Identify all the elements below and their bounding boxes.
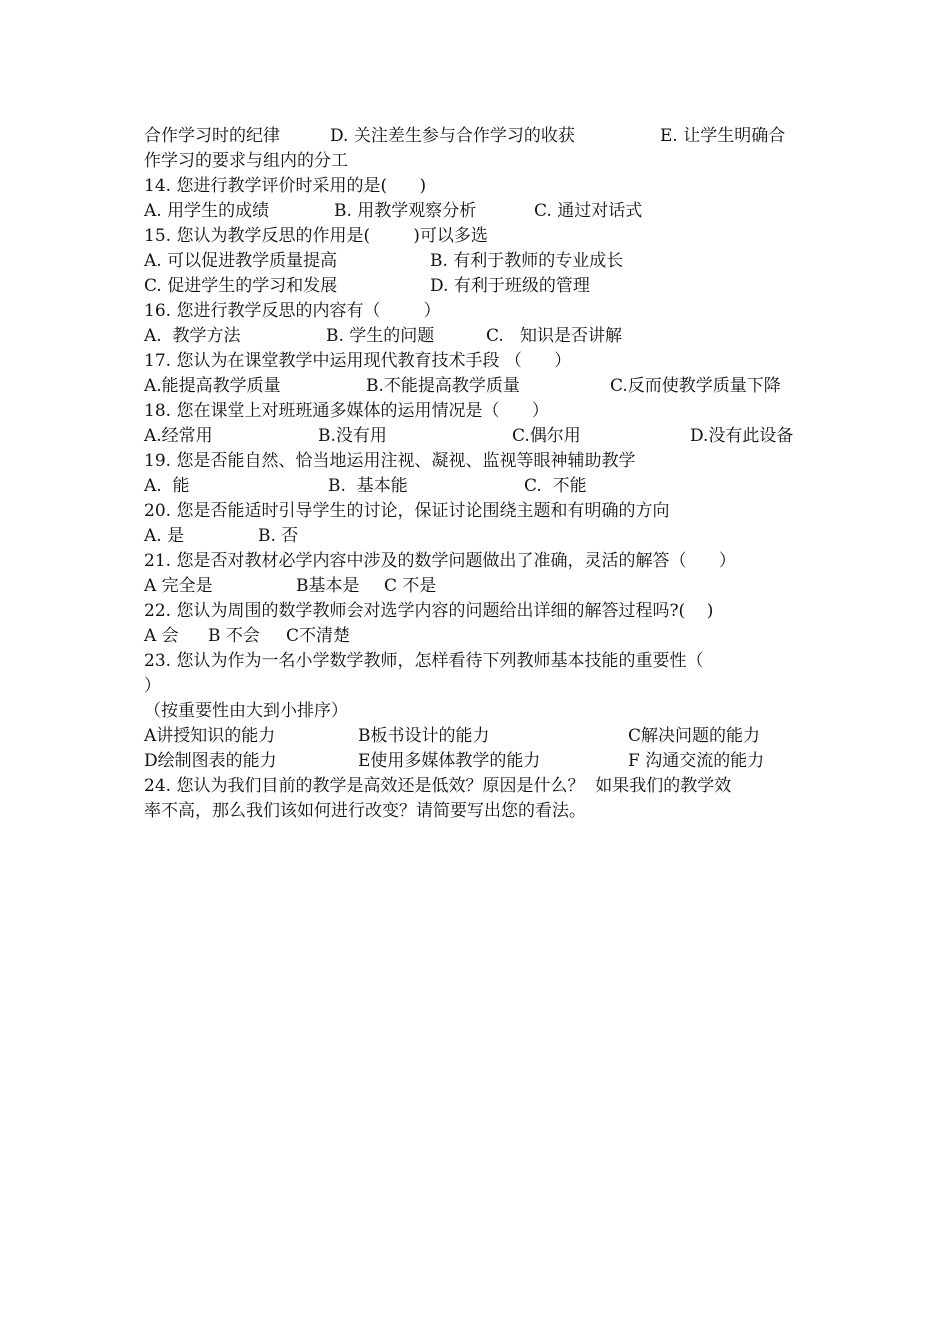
q23-options-2 — [144, 749, 814, 774]
q23-option-e: E使用多媒体教学的能力 — [358, 751, 541, 771]
q21-question: 21. 您是否对教材必学内容中涉及的数学问题做出了准确，灵活的解答（ ） — [144, 551, 736, 571]
q23-option-c: C解决问题的能力 — [628, 726, 761, 746]
q18-option-b: B.没有用 — [318, 426, 387, 446]
q18-option-c: C.偶尔用 — [512, 426, 581, 446]
q19-option-c: C. 不能 — [524, 476, 587, 496]
q17-option-b: B.不能提高教学质量 — [366, 376, 520, 396]
q13-option-c-tail: 合作学习时的纪律 — [144, 126, 280, 146]
q15-options-1 — [144, 249, 814, 274]
q17-option-c: C.反而使教学质量下降 — [610, 376, 781, 396]
q23-options-1 — [144, 724, 814, 749]
q21-options — [144, 574, 814, 599]
q15-options-2 — [144, 274, 814, 299]
q20-options — [144, 524, 814, 549]
q22-option-b: B 不会 — [208, 626, 260, 646]
q24-question-line-2: 率不高，那么我们该如何进行改变？请简要写出您的看法。 — [144, 801, 586, 821]
q22-option-a: A 会 — [144, 626, 179, 646]
q19-option-b: B. 基本能 — [328, 476, 408, 496]
q18-question: 18. 您在课堂上对班班通多媒体的运用情况是（ ） — [144, 401, 549, 421]
q15-question: 15. 您认为教学反思的作用是( )可以多选 — [144, 226, 488, 246]
q17-question: 17. 您认为在课堂教学中运用现代教育技术手段 （ ） — [144, 351, 572, 371]
q15-option-d: D. 有利于班级的管理 — [430, 276, 590, 296]
q18-option-a: A.经常用 — [144, 426, 213, 446]
q24-question-line-1: 24. 您认为我们目前的教学是高效还是低效？原因是什么？ 如果我们的教学效 — [144, 776, 732, 796]
q14-options — [144, 199, 814, 224]
q22-options — [144, 624, 814, 649]
q13-options-line-2 — [144, 149, 814, 174]
q21-option-c: C 不是 — [384, 576, 437, 596]
q23-question-line-2: ） — [144, 676, 161, 696]
q16-question: 16. 您进行教学反思的内容有（ ） — [144, 301, 441, 321]
q14-option-a: A. 用学生的成绩 — [144, 201, 270, 221]
q20-option-b: B. 否 — [258, 526, 299, 546]
q23-note: （按重要性由大到小排序） — [144, 701, 348, 721]
q16-options — [144, 324, 814, 349]
q16-option-c: C. 知识是否讲解 — [486, 326, 623, 346]
q14-option-b: B. 用教学观察分析 — [334, 201, 477, 221]
q23-option-a: A讲授知识的能力 — [144, 726, 276, 746]
q13-option-d: D. 关注差生参与合作学习的收获 — [330, 126, 575, 146]
q17-option-a: A.能提高教学质量 — [144, 376, 281, 396]
q13-options-line-1 — [144, 124, 814, 149]
q19-option-a: A. 能 — [144, 476, 190, 496]
q17-options — [144, 374, 814, 399]
q13-option-e-part1: E. 让学生明确合 — [660, 126, 786, 146]
q15-option-b: B. 有利于教师的专业成长 — [430, 251, 624, 271]
q21-option-a: A 完全是 — [144, 576, 213, 596]
q13-option-e-part2: 作学习的要求与组内的分工 — [144, 151, 348, 171]
q14-question: 14. 您进行教学评价时采用的是( ) — [144, 176, 427, 196]
q23-option-f: F 沟通交流的能力 — [628, 751, 765, 771]
q22-option-c: C不清楚 — [286, 626, 351, 646]
q23-option-b: B板书设计的能力 — [358, 726, 490, 746]
q15-option-c: C. 促进学生的学习和发展 — [144, 276, 338, 296]
q16-option-a: A. 教学方法 — [144, 326, 241, 346]
q23-question-line-1: 23. 您认为作为一名小学数学教师，怎样看待下列教师基本技能的重要性（ — [144, 651, 704, 671]
q14-option-c: C. 通过对话式 — [534, 201, 643, 221]
q19-options — [144, 474, 814, 499]
q19-question: 19. 您是否能自然、恰当地运用注视、凝视、监视等眼神辅助教学 — [144, 451, 636, 471]
q18-option-d: D.没有此设备 — [690, 426, 794, 446]
q20-question: 20. 您是否能适时引导学生的讨论，保证讨论围绕主题和有明确的方向 — [144, 501, 670, 521]
q15-option-a: A. 可以促进教学质量提高 — [144, 251, 338, 271]
q20-option-a: A. 是 — [144, 526, 185, 546]
q21-option-b: B基本是 — [296, 576, 360, 596]
q23-option-d: D绘制图表的能力 — [144, 751, 277, 771]
q22-question: 22. 您认为周围的数学教师会对选学内容的问题给出详细的解答过程吗?( ) — [144, 601, 714, 621]
q16-option-b: B. 学生的问题 — [326, 326, 435, 346]
q18-options — [144, 424, 814, 449]
